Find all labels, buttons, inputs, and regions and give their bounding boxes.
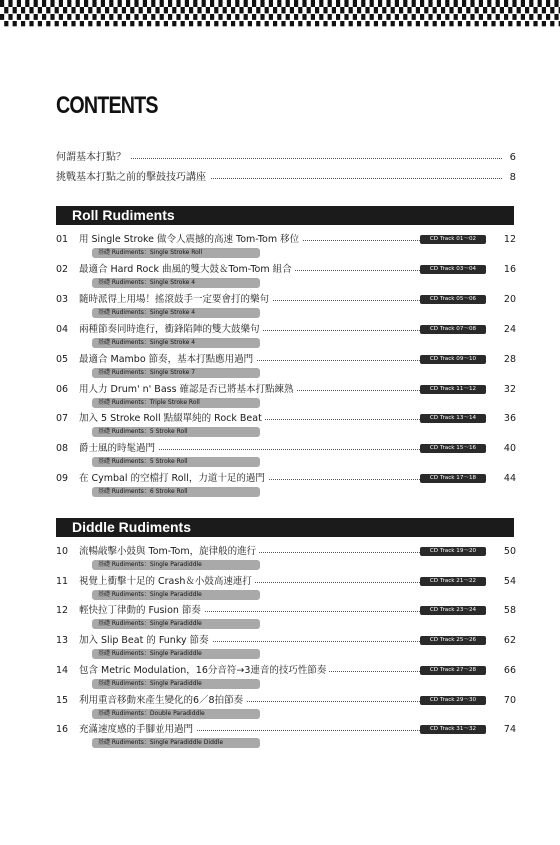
rudiment-tag: 基礎 Rudiments：Single Stroke 7 <box>92 368 260 378</box>
toc-page-number: 24 <box>503 323 516 335</box>
entry-number: 08 <box>56 443 69 455</box>
checkered-header-band <box>0 0 560 30</box>
toc-entry[interactable] <box>56 723 516 753</box>
entry-number: 13 <box>56 635 69 647</box>
entry-title: 加入 Slip Beat 的 Funky 節奏 <box>79 634 212 647</box>
toc-page-number: 20 <box>503 293 516 305</box>
cd-track-badge: CD Track 19～20 <box>420 547 486 556</box>
rudiment-tag: 基礎 Rudiments：Double Paradiddle <box>92 709 260 719</box>
toc-entry[interactable] <box>56 472 516 502</box>
rudiment-tag: 基礎 Rudiments：Single Paradiddle <box>92 560 260 570</box>
toc-page-number: 8 <box>509 172 516 183</box>
entry-number: 09 <box>56 473 69 485</box>
entry-number: 01 <box>56 234 69 245</box>
entry-number: 05 <box>56 353 69 365</box>
toc-page-number: 66 <box>503 664 516 676</box>
entry-number: 15 <box>56 694 69 706</box>
toc-page-number: 12 <box>503 234 516 245</box>
checker-pattern <box>0 0 560 30</box>
entry-title: 充滿速度感的手腳並用過門 <box>79 723 196 736</box>
toc-entry[interactable] <box>56 233 516 263</box>
entry-title: 包含 Metric Modulation，16分音符→3連音的技巧性節奏 <box>79 664 329 677</box>
cd-track-badge: CD Track 17～18 <box>420 474 486 483</box>
toc-entry[interactable] <box>56 412 516 442</box>
rudiment-tag: 基礎 Rudiments：Single Paradiddle <box>92 590 260 600</box>
entry-title: 輕快拉丁律動的 Fusion 節奏 <box>79 604 204 617</box>
cd-track-badge: CD Track 29～30 <box>420 696 486 705</box>
toc-page-number: 54 <box>503 575 516 587</box>
cd-track-badge: CD Track 01～02 <box>420 235 486 244</box>
rudiment-tag: 基礎 Rudiments：Single Stroke Roll <box>92 248 260 258</box>
toc-entry[interactable] <box>56 604 516 634</box>
rudiment-tag: 基礎 Rudiments：Single Stroke 4 <box>92 338 260 348</box>
rudiment-tag: 基礎 Rudiments：5 Stroke Roll <box>92 427 260 437</box>
entry-title: 在 Cymbal 的空檔打 Roll，力道十足的過門 <box>79 472 268 485</box>
cd-track-badge: CD Track 15～16 <box>420 444 486 453</box>
rudiment-tag: 基礎 Rudiments：Single Paradiddle <box>92 679 260 689</box>
toc-page-number: 28 <box>503 353 516 365</box>
cd-track-badge: CD Track 03～04 <box>420 265 486 274</box>
cd-track-badge: CD Track 07～08 <box>420 325 486 334</box>
toc-page-number: 6 <box>509 152 516 163</box>
entry-number: 07 <box>56 413 69 425</box>
toc-page-number: 40 <box>503 443 516 455</box>
cd-track-badge: CD Track 27～28 <box>420 666 486 675</box>
cd-track-badge: CD Track 11～12 <box>420 385 486 394</box>
entry-title: 用人力 Drum' n' Bass 確認是否已將基本打點練熟 <box>79 383 297 396</box>
entry-number: 10 <box>56 546 69 557</box>
toc-entry[interactable] <box>56 575 516 605</box>
cd-track-badge: CD Track 31～32 <box>420 725 486 734</box>
entry-title: 最適合 Mambo 節奏，基本打點應用過門 <box>79 353 256 366</box>
rudiment-tag: 基礎 Rudiments：Single Paradiddle Diddle <box>92 738 260 748</box>
entry-number: 03 <box>56 293 69 305</box>
entry-number: 11 <box>56 575 69 587</box>
toc-intro-item[interactable] <box>56 151 516 165</box>
cd-track-badge: CD Track 05～06 <box>420 295 486 304</box>
entry-title: 爵士風的時髦過門 <box>79 442 158 455</box>
entry-number: 04 <box>56 323 69 335</box>
entry-number: 14 <box>56 664 69 676</box>
toc-page-number: 44 <box>503 473 516 485</box>
rudiment-tag: 基礎 Rudiments：Single Paradiddle <box>92 649 260 659</box>
cd-track-badge: CD Track 13～14 <box>420 414 486 423</box>
toc-entry[interactable] <box>56 353 516 383</box>
entry-number: 02 <box>56 263 69 275</box>
entry-title: 隨時派得上用場！搖滾鼓手一定要會打的樂句 <box>79 293 272 306</box>
rudiment-tag: 基礎 Rudiments：Single Stroke 4 <box>92 278 260 288</box>
toc-page-number: 36 <box>503 413 516 425</box>
entry-title: 用 Single Stroke 做令人震撼的高速 Tom-Tom 移位 <box>79 233 302 246</box>
page-title: CONTENTS <box>56 92 158 119</box>
toc-entry[interactable] <box>56 664 516 694</box>
entry-number: 16 <box>56 724 69 736</box>
toc-entry[interactable] <box>56 634 516 664</box>
rudiment-tag: 基礎 Rudiments：Single Paradiddle <box>92 619 260 629</box>
toc-entry[interactable] <box>56 293 516 323</box>
rudiment-tag: 基礎 Rudiments：Triple Stroke Roll <box>92 398 260 408</box>
entry-title: 最適合 Hard Rock 曲風的雙大鼓＆Tom-Tom 組合 <box>79 263 295 276</box>
toc-intro-label: 何謂基本打點？ <box>56 151 130 165</box>
toc-entry[interactable] <box>56 323 516 353</box>
toc-page-number: 70 <box>503 694 516 706</box>
entry-title: 利用重音移動來產生變化的6／8拍節奏 <box>79 694 246 707</box>
toc-entry[interactable] <box>56 694 516 724</box>
rudiment-tag: 基礎 Rudiments：6 Stroke Roll <box>92 487 260 497</box>
toc-entry[interactable] <box>56 442 516 472</box>
cd-track-badge: CD Track 25～26 <box>420 636 486 645</box>
toc-page-number: 32 <box>503 383 516 395</box>
entry-number: 06 <box>56 383 69 395</box>
toc-entry[interactable] <box>56 383 516 413</box>
toc-intro-item[interactable] <box>56 171 516 185</box>
entry-title: 視覺上衝擊十足的 Crash＆小鼓高速連打 <box>79 575 255 588</box>
rudiment-tag: 基礎 Rudiments：Single Stroke 4 <box>92 308 260 318</box>
toc-page-number: 62 <box>503 635 516 647</box>
toc-intro-label: 挑戰基本打點之前的擊鼓技巧講座 <box>56 171 210 185</box>
toc-entry[interactable] <box>56 545 516 575</box>
entry-title: 加入 5 Stroke Roll 點綴單純的 Rock Beat <box>79 412 265 425</box>
entry-number: 12 <box>56 605 69 617</box>
toc-page-number: 58 <box>503 605 516 617</box>
cd-track-badge: CD Track 21～22 <box>420 577 486 586</box>
toc-page-number: 16 <box>503 263 516 275</box>
entry-title: 流暢敲擊小鼓與 Tom-Tom，旋律般的進行 <box>79 545 259 558</box>
toc-entry[interactable] <box>56 263 516 293</box>
cd-track-badge: CD Track 09～10 <box>420 355 486 364</box>
entry-title: 兩種節奏同時進行，衝鋒陷陣的雙大鼓樂句 <box>79 323 263 336</box>
toc-page-number: 74 <box>503 724 516 736</box>
section-header-diddle: Diddle Rudiments <box>56 518 514 537</box>
toc-page-number: 50 <box>503 546 516 557</box>
rudiment-tag: 基礎 Rudiments：5 Stroke Roll <box>92 457 260 467</box>
section-header-roll: Roll Rudiments <box>56 206 514 225</box>
cd-track-badge: CD Track 23～24 <box>420 606 486 615</box>
